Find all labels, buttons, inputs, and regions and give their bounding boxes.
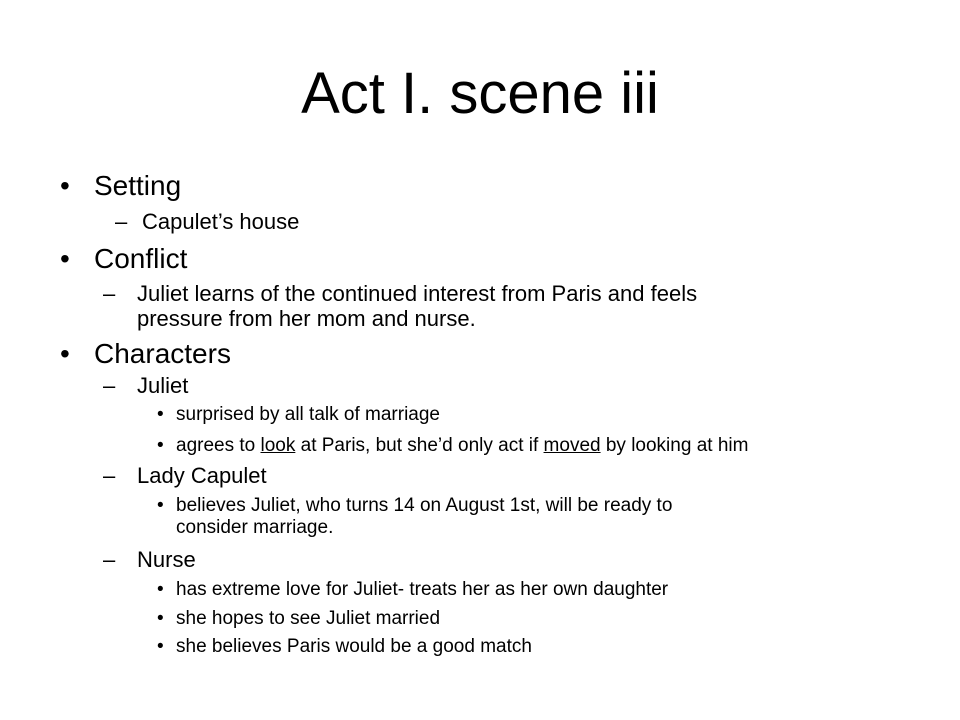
juliet-note-2-part: by looking at him: [600, 435, 749, 456]
conflict-line-1: Juliet learns of the continued interest from Paris and feels: [137, 281, 698, 306]
nurse-note-3: she believes Paris would be a good match: [176, 636, 532, 657]
lady-capulet-name: Lady Capulet: [137, 463, 267, 488]
dash-marker: –: [103, 463, 116, 488]
dash-marker: –: [103, 373, 116, 398]
dash-marker: –: [103, 547, 116, 572]
bullet-marker: •: [157, 404, 164, 425]
dash-marker: –: [115, 209, 128, 234]
setting-label: Setting: [94, 170, 182, 201]
characters-label: Characters: [94, 338, 231, 369]
juliet-note-2-part: agrees to: [176, 435, 261, 456]
conflict-line-2: pressure from her mom and nurse.: [137, 306, 476, 331]
bullet-marker: •: [60, 243, 70, 274]
underlined-word-look: look: [260, 435, 296, 456]
nurse-note-1: has extreme love for Juliet- treats her as her own daughter: [176, 579, 669, 600]
bullet-marker: •: [157, 636, 164, 657]
bullet-marker: •: [157, 608, 164, 629]
underlined-word-moved: moved: [543, 435, 601, 456]
lady-capulet-line-2: consider marriage.: [176, 517, 334, 538]
bullet-marker: •: [60, 170, 70, 201]
slide-title: Act I. scene iii: [301, 61, 659, 126]
bullet-marker: •: [157, 495, 164, 516]
juliet-note-1: surprised by all talk of marriage: [176, 404, 440, 425]
juliet-note-2: [176, 436, 748, 456]
bullet-marker: •: [157, 579, 164, 600]
juliet-name: Juliet: [137, 373, 189, 398]
nurse-note-2: she hopes to see Juliet married: [176, 608, 441, 629]
setting-value: Capulet’s house: [142, 209, 300, 234]
lady-capulet-line-1: believes Juliet, who turns 14 on August 1st, will be ready to: [176, 495, 673, 516]
bullet-marker: •: [157, 435, 164, 456]
nurse-name: Nurse: [137, 547, 196, 572]
bullet-marker: •: [60, 338, 70, 369]
conflict-label: Conflict: [94, 243, 188, 274]
juliet-note-2-part: at Paris, but she’d only act if: [295, 435, 544, 456]
dash-marker: –: [103, 281, 116, 306]
